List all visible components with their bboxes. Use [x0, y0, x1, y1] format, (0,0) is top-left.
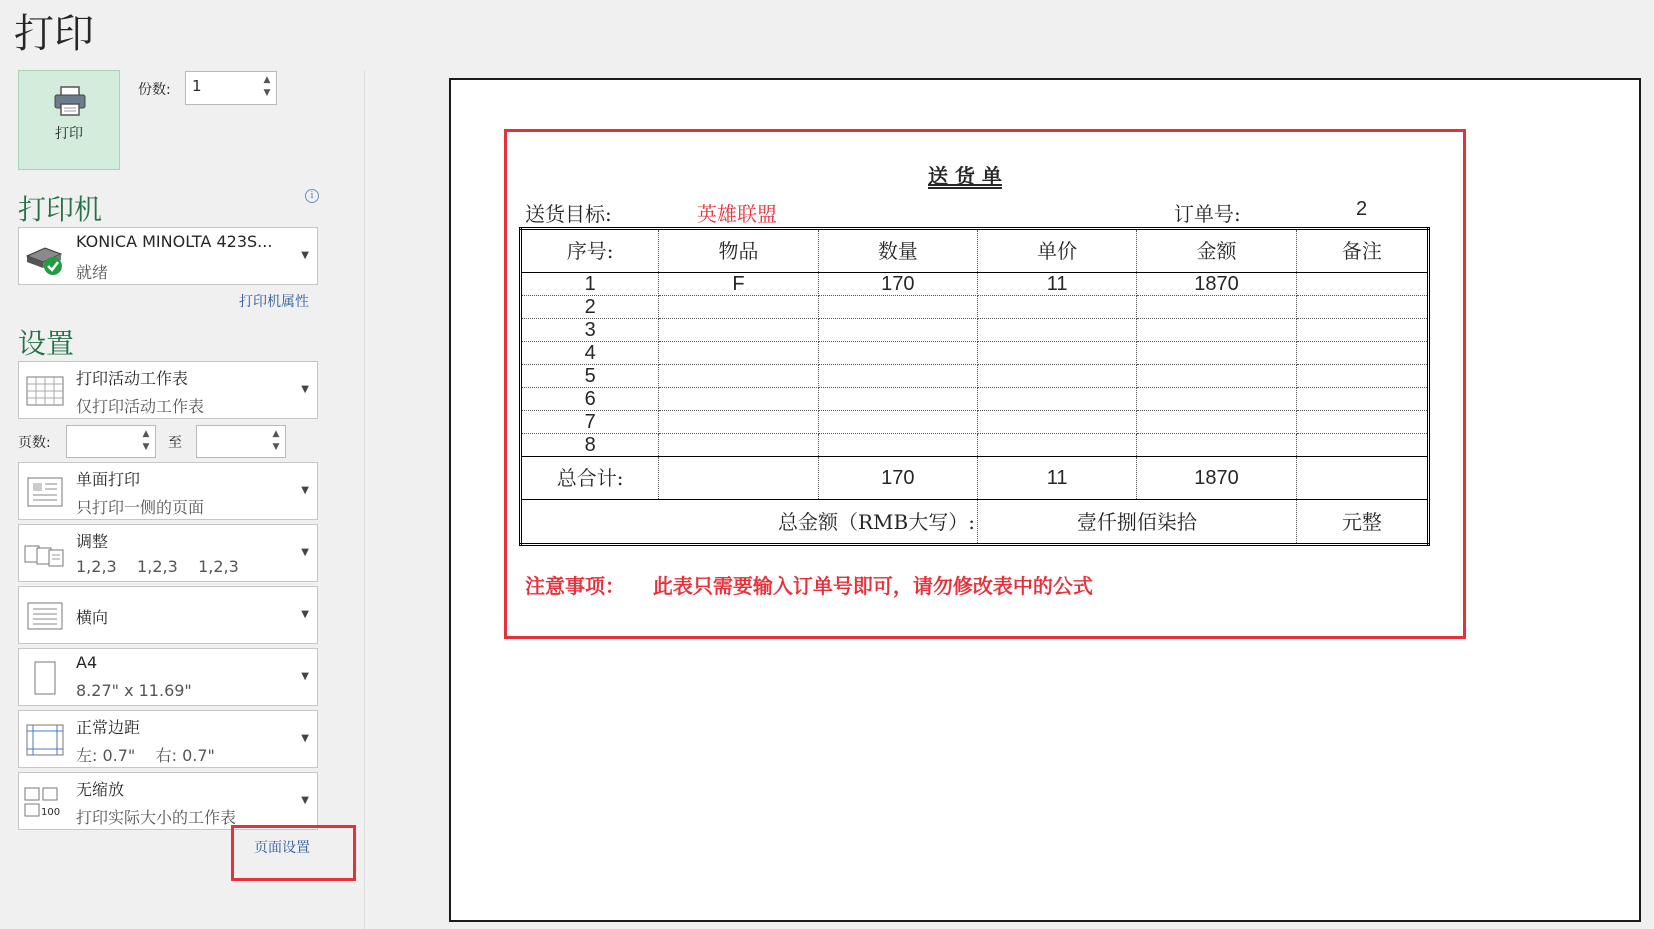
collate-dropdown[interactable] [18, 524, 318, 582]
chevron-down-icon: ▼ [301, 485, 309, 496]
chevron-down-icon: ▼ [301, 671, 309, 682]
chevron-down-icon: ▼ [301, 547, 309, 558]
print-button[interactable] [18, 70, 120, 170]
print-what-title: 打印活动工作表 [76, 369, 189, 388]
print-what-subtitle: 仅打印活动工作表 [76, 397, 205, 416]
table-row: 7 [521, 411, 1429, 434]
margins-title: 正常边距 [76, 718, 141, 737]
margins-dropdown[interactable] [18, 710, 318, 768]
collate-icon [23, 532, 67, 576]
info-icon[interactable]: i [305, 189, 319, 203]
print-what-dropdown[interactable] [18, 361, 318, 419]
table-row: 8 [521, 434, 1429, 457]
total-label: 总合计: [521, 457, 659, 500]
header-cell: 数量 [818, 229, 977, 273]
total-row [521, 457, 1429, 500]
sides-title: 单面打印 [76, 470, 141, 489]
collate-subtitle: 1,2,3 1,2,3 1,2,3 [76, 557, 239, 576]
table-row: 3 [521, 319, 1429, 342]
chevron-down-icon: ▼ [301, 250, 309, 261]
total-qty: 170 [818, 457, 977, 500]
margins-icon [23, 718, 67, 762]
target-value: 英雄联盟 [697, 202, 777, 226]
order-label: 订单号: [1174, 202, 1241, 226]
printer-heading: 打印机 [18, 193, 103, 226]
pages-from-spinner[interactable]: ▲ ▼ [142, 429, 150, 452]
printer-properties-link[interactable]: 打印机属性 [239, 294, 309, 310]
chevron-down-icon: ▼ [301, 733, 309, 744]
paper-size-title: A4 [76, 653, 98, 672]
header-cell: 单价 [977, 229, 1136, 273]
sides-dropdown[interactable] [18, 462, 318, 520]
pages-from-input[interactable] [66, 425, 156, 458]
doc-title: 送 货 单 [928, 164, 1002, 188]
worksheet-icon [23, 369, 67, 413]
total-price: 11 [977, 457, 1136, 500]
chevron-down-icon: ▼ [301, 795, 309, 806]
header-cell: 序号: [521, 229, 659, 273]
panel-divider [364, 70, 365, 929]
copies-value: 1 [192, 77, 202, 95]
print-button-label: 打印 [55, 126, 83, 142]
chevron-down-icon: ▼ [301, 384, 309, 395]
orientation-title: 横向 [76, 608, 109, 627]
total-amount: 1870 [1137, 457, 1296, 500]
pages-to-spinner[interactable]: ▲ ▼ [272, 429, 280, 452]
one-sided-icon [23, 470, 67, 514]
scaling-icon-text: 100 [41, 807, 61, 818]
header-cell: 金额 [1137, 229, 1296, 273]
sides-subtitle: 只打印一侧的页面 [76, 498, 205, 517]
notice-text: 注意事项： 此表只需要输入订单号即可，请勿修改表中的公式 [525, 574, 1093, 598]
copies-input[interactable] [185, 71, 277, 105]
capital-label: 总金额（RMB大写）: [521, 500, 978, 545]
table-row: 1 F 170 11 1870 [521, 273, 1429, 296]
capital-value: 壹仟捌佰柒拾 [977, 500, 1296, 545]
table-row: 5 [521, 365, 1429, 388]
table-row: 6 [521, 388, 1429, 411]
header-cell: 物品 [659, 229, 818, 273]
order-value: 2 [1356, 198, 1368, 220]
copies-label: 份数: [138, 82, 171, 98]
landscape-icon [23, 594, 67, 638]
orientation-dropdown[interactable] [18, 586, 318, 644]
paper-size-dropdown[interactable] [18, 648, 318, 706]
page-setup-link[interactable]: 页面设置 [254, 840, 310, 856]
table-header-row [521, 229, 1429, 273]
printer-status: 就绪 [76, 263, 109, 282]
table-row: 2 [521, 296, 1429, 319]
printer-icon [52, 85, 88, 117]
page-setup-highlight [231, 825, 356, 881]
copies-spinner-arrows[interactable]: ▲ ▼ [263, 75, 271, 98]
pages-to-input[interactable] [196, 425, 286, 458]
collate-title: 调整 [76, 532, 109, 551]
capital-suffix: 元整 [1296, 500, 1428, 545]
printer-ready-icon [23, 236, 67, 280]
header-cell: 备注 [1296, 229, 1428, 273]
target-label: 送货目标: [525, 202, 612, 226]
pages-label: 页数: [18, 435, 51, 451]
printer-name: KONICA MINOLTA 423S... [76, 232, 273, 251]
pages-to-label: 至 [168, 435, 182, 451]
paper-icon [23, 656, 67, 700]
table-row: 4 [521, 342, 1429, 365]
scaling-title: 无缩放 [76, 780, 125, 799]
settings-heading: 设置 [18, 327, 75, 360]
chevron-down-icon: ▼ [301, 609, 309, 620]
margins-subtitle: 左: 0.7" 右: 0.7" [76, 746, 215, 765]
paper-size-subtitle: 8.27" x 11.69" [76, 681, 192, 700]
capital-row [521, 500, 1429, 545]
page-title: 打印 [14, 11, 94, 57]
scaling-dropdown[interactable] [18, 772, 318, 830]
scaling-subtitle: 打印实际大小的工作表 [76, 808, 237, 827]
printer-dropdown[interactable] [18, 227, 318, 285]
delivery-table [519, 227, 1430, 546]
